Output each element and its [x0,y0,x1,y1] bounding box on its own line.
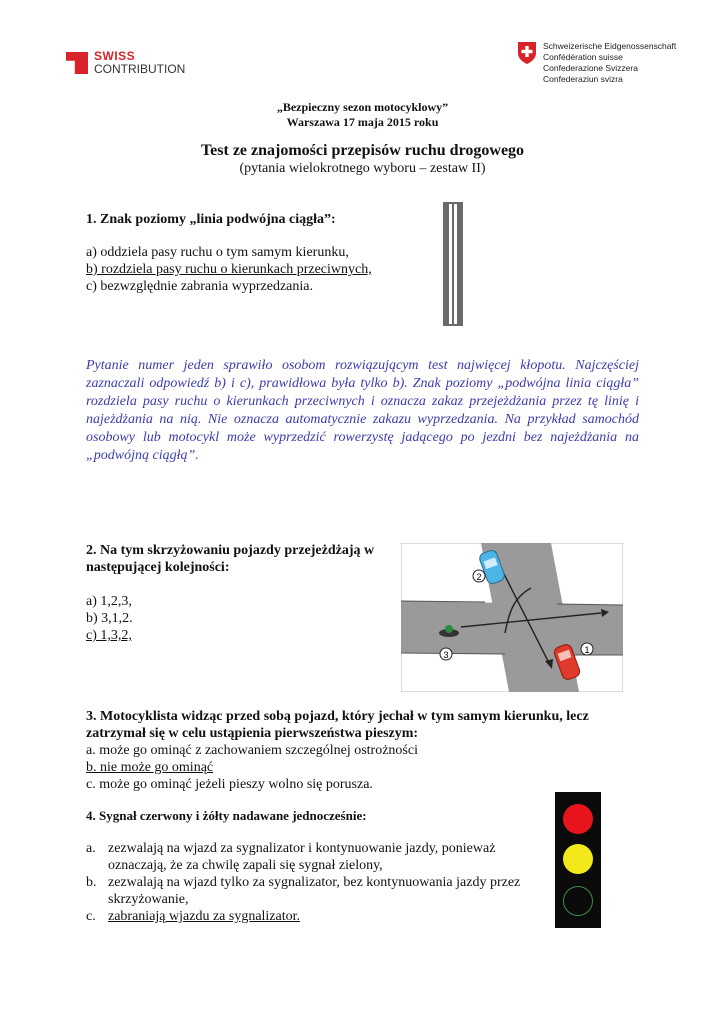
question-1-answer-b: b) rozdziela pasy ruchu o kierunkach przeciwnych, [86,262,372,277]
confed-line-4: Confederaziun svizra [543,74,623,84]
question-3 [86,708,589,793]
answer-line: oznaczają, że za chwilę zapali się sygnał zielony, [108,858,383,873]
marker-1 [581,643,593,655]
answer-marker: b. [86,875,97,890]
svg-text:3: 3 [443,650,449,660]
green-lamp-off [563,886,593,916]
yellow-lamp [563,844,593,874]
question-4-answer-a [86,840,546,874]
svg-text:1: 1 [584,645,590,655]
question-1-comment: Pytanie numer jeden sprawiło osobom rozwiązującym test najwięcej kłopotu. Najczęściej zaznaczali odpowiedź b) i c), prawidłowa była tylko b). Znak poziomy „podwójna linia ciągła” rozdziela pasy ruchu o kierunkach przeciwnych i oznacza zakaz przejeżdżania przez tę linię i najeżdżania na nią. Nie oznacza automatycznie zakazu wyprzedzania. Na przykład samochód osobowy lub motocykl może wyprzedzić rowerzystę jadącego po jezdni bez najeżdżania na „podwójną ciągłą”. [86,358,639,463]
answer-line: zabraniają wjazdu za sygnalizator. [108,909,301,924]
question-3-heading-line-1: 3. Motocyklista widząc przed sobą pojazd, który jechał w tym samym kierunku, lecz [86,709,589,724]
logo-line-2: CONTRIBUTION [94,62,186,76]
event-name: „Bezpieczny sezon motocyklowy” [276,100,449,114]
question-4-answers [86,840,546,925]
confed-line-2: Confédération suisse [543,52,623,62]
question-3-answer-c: c. może go ominąć jeżeli pieszy wolno się porusza. [86,777,373,792]
question-1-answer-c: c) bezwzględnie zabrania wyprzedzania. [86,279,313,294]
answer-line: zezwalają na wjazd tylko za sygnalizator, bez kontynuowania jazdy przez [108,875,521,890]
question-4 [86,807,546,925]
red-lamp [563,804,593,834]
intersection-diagram [401,543,623,692]
confed-line-1: Schweizerische Eidgenossenschaft [543,41,677,51]
question-2-heading-line-2: następującej kolejności: [86,560,230,575]
svg-text:2: 2 [476,572,482,582]
logo-line-1: SWISS [94,49,136,63]
question-2-heading-line-1: 2. Na tym skrzyżowaniu pojazdy przejeżdżają w [86,543,375,558]
answer-marker: a. [86,841,96,856]
question-2-answer-b: b) 3,1,2. [86,611,133,626]
question-2-answer-c: c) 1,3,2, [86,628,132,643]
question-1 [86,211,372,295]
event-place-date: Warszawa 17 maja 2015 roku [286,115,439,129]
answer-marker: c. [86,909,96,924]
confed-line-3: Confederazione Svizzera [543,63,638,73]
question-2-answer-a: a) 1,2,3, [86,594,132,609]
marker-2 [473,570,485,582]
event-info [0,100,725,130]
question-3-answer-a: a. może go ominąć z zachowaniem szczególnej ostrożności [86,743,418,758]
page-subtitle: (pytania wielokrotnego wyboru – zestaw II) [239,161,486,176]
question-4-answer-b [86,874,546,908]
question-1-answer-a: a) oddziela pasy ruchu o tym samym kierunku, [86,245,349,260]
question-1-heading: 1. Znak poziomy „linia podwójna ciągła”: [86,212,336,227]
swiss-shield-icon [517,41,537,65]
traffic-light-image [555,792,601,928]
answer-line: zezwalają na wjazd za sygnalizator i kontynuowanie jazdy, ponieważ [108,841,496,856]
answer-line: skrzyżowanie, [108,892,189,907]
question-4-answer-c [86,908,546,925]
question-3-answer-b: b. nie może go ominąć [86,760,214,775]
swiss-contribution-mark-icon [66,52,88,74]
question-4-heading: 4. Sygnał czerwony i żółty nadawane jednocześnie: [86,808,367,823]
double-solid-line-sign-image [443,202,463,326]
page-title: Test ze znajomości przepisów ruchu drogowego [200,142,525,159]
question-3-heading-line-2: zatrzymał się w celu ustąpienia pierwszeństwa pieszym: [86,726,419,741]
question-2 [86,542,374,644]
marker-3 [440,648,452,660]
